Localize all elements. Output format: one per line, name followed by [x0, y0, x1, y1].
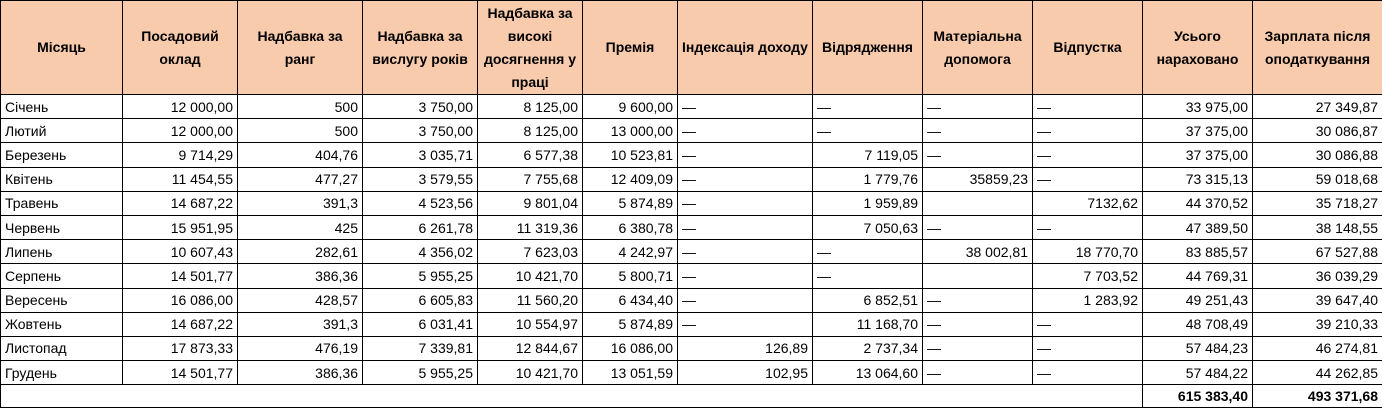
value-cell: —	[678, 95, 813, 119]
table-row	[1, 215, 1382, 239]
table-row	[1, 191, 1382, 215]
table-row	[1, 119, 1382, 143]
value-cell: 44 769,31	[1143, 264, 1253, 288]
value-cell: 425	[238, 215, 363, 239]
value-cell: 11 454,55	[123, 167, 238, 191]
value-cell: —	[1033, 215, 1143, 239]
value-cell: 9 714,29	[123, 143, 238, 167]
value-cell: 500	[238, 95, 363, 119]
month-cell: Серпень	[1, 264, 123, 288]
value-cell: 6 577,38	[478, 143, 583, 167]
value-cell: 18 770,70	[1033, 240, 1143, 264]
value-cell: —	[678, 167, 813, 191]
value-cell: 6 852,51	[813, 288, 923, 312]
value-cell: —	[923, 143, 1033, 167]
value-cell: 476,19	[238, 336, 363, 360]
value-cell: 14 687,22	[123, 191, 238, 215]
value-cell: 5 955,25	[363, 361, 478, 385]
value-cell: 57 484,22	[1143, 361, 1253, 385]
value-cell: 7 703,52	[1033, 264, 1143, 288]
month-cell: Грудень	[1, 361, 123, 385]
value-cell: 38 148,55	[1253, 215, 1382, 239]
value-cell: 391,3	[238, 191, 363, 215]
value-cell: 4 242,97	[583, 240, 678, 264]
value-cell: 57 484,23	[1143, 336, 1253, 360]
header-row	[1, 1, 1382, 95]
column-header: Усього нараховано	[1143, 1, 1253, 95]
value-cell: 36 039,29	[1253, 264, 1382, 288]
value-cell: 38 002,81	[923, 240, 1033, 264]
value-cell: —	[678, 119, 813, 143]
value-cell: 73 315,13	[1143, 167, 1253, 191]
value-cell: 11 560,20	[478, 288, 583, 312]
value-cell: 3 750,00	[363, 119, 478, 143]
value-cell: 8 125,00	[478, 95, 583, 119]
value-cell: 17 873,33	[123, 336, 238, 360]
totals-spacer	[1, 385, 1143, 408]
value-cell: —	[678, 143, 813, 167]
column-header: Надбавка за ранг	[238, 1, 363, 95]
value-cell: 8 125,00	[478, 119, 583, 143]
value-cell: —	[923, 312, 1033, 336]
value-cell: 6 434,40	[583, 288, 678, 312]
month-cell: Вересень	[1, 288, 123, 312]
value-cell: 126,89	[678, 336, 813, 360]
value-cell: 5 955,25	[363, 264, 478, 288]
month-cell: Травень	[1, 191, 123, 215]
value-cell: 14 501,77	[123, 361, 238, 385]
value-cell: 11 319,36	[478, 215, 583, 239]
value-cell: —	[678, 264, 813, 288]
value-cell: —	[923, 336, 1033, 360]
value-cell: 39 647,40	[1253, 288, 1382, 312]
value-cell: 7 119,05	[813, 143, 923, 167]
value-cell: 12 000,00	[123, 119, 238, 143]
value-cell: —	[923, 119, 1033, 143]
value-cell: 1 959,89	[813, 191, 923, 215]
value-cell: 282,61	[238, 240, 363, 264]
value-cell: 9 801,04	[478, 191, 583, 215]
value-cell: 33 975,00	[1143, 95, 1253, 119]
value-cell: 49 251,43	[1143, 288, 1253, 312]
value-cell: —	[813, 119, 923, 143]
value-cell: 30 086,87	[1253, 119, 1382, 143]
value-cell: 404,76	[238, 143, 363, 167]
table-row	[1, 264, 1382, 288]
value-cell: 10 523,81	[583, 143, 678, 167]
column-header: Зарплата після оподаткування	[1253, 1, 1382, 95]
value-cell: —	[923, 215, 1033, 239]
value-cell: 10 421,70	[478, 361, 583, 385]
value-cell: 477,27	[238, 167, 363, 191]
value-cell: 1 779,76	[813, 167, 923, 191]
value-cell: 6 261,78	[363, 215, 478, 239]
value-cell: 10 554,97	[478, 312, 583, 336]
value-cell: 39 210,33	[1253, 312, 1382, 336]
totals-row	[1, 385, 1382, 408]
value-cell: 30 086,88	[1253, 143, 1382, 167]
value-cell: 47 389,50	[1143, 215, 1253, 239]
total-after-tax: 493 371,68	[1253, 385, 1382, 408]
value-cell: 5 800,71	[583, 264, 678, 288]
month-cell: Квітень	[1, 167, 123, 191]
column-header: Премія	[583, 1, 678, 95]
value-cell: 13 000,00	[583, 119, 678, 143]
value-cell: 12 409,09	[583, 167, 678, 191]
value-cell: —	[923, 95, 1033, 119]
value-cell: 386,36	[238, 361, 363, 385]
value-cell: —	[1033, 119, 1143, 143]
column-header: Надбавка за вислугу років	[363, 1, 478, 95]
value-cell: 386,36	[238, 264, 363, 288]
value-cell: —	[1033, 167, 1143, 191]
value-cell: —	[678, 288, 813, 312]
column-header: Відрядження	[813, 1, 923, 95]
value-cell: —	[678, 240, 813, 264]
value-cell: 500	[238, 119, 363, 143]
column-header: Індексація доходу	[678, 1, 813, 95]
value-cell: —	[1033, 336, 1143, 360]
value-cell: 7 755,68	[478, 167, 583, 191]
value-cell: 59 018,68	[1253, 167, 1382, 191]
value-cell: 12 844,67	[478, 336, 583, 360]
value-cell: 6 380,78	[583, 215, 678, 239]
value-cell: 7132,62	[1033, 191, 1143, 215]
value-cell: 10 607,43	[123, 240, 238, 264]
value-cell: 391,3	[238, 312, 363, 336]
value-cell: 13 064,60	[813, 361, 923, 385]
value-cell: 6 031,41	[363, 312, 478, 336]
value-cell	[923, 264, 1033, 288]
month-cell: Лютий	[1, 119, 123, 143]
value-cell: 7 623,03	[478, 240, 583, 264]
value-cell: —	[813, 240, 923, 264]
value-cell: 14 687,22	[123, 312, 238, 336]
value-cell: —	[813, 264, 923, 288]
value-cell: 12 000,00	[123, 95, 238, 119]
month-cell: Листопад	[1, 336, 123, 360]
value-cell: 5 874,89	[583, 191, 678, 215]
month-cell: Червень	[1, 215, 123, 239]
value-cell	[923, 191, 1033, 215]
value-cell: —	[1033, 361, 1143, 385]
column-header: Відпустка	[1033, 1, 1143, 95]
value-cell: 9 600,00	[583, 95, 678, 119]
value-cell: 83 885,57	[1143, 240, 1253, 264]
value-cell: 3 750,00	[363, 95, 478, 119]
value-cell: —	[1033, 143, 1143, 167]
value-cell: 13 051,59	[583, 361, 678, 385]
value-cell: 7 050,63	[813, 215, 923, 239]
value-cell: 48 708,49	[1143, 312, 1253, 336]
value-cell: 37 375,00	[1143, 143, 1253, 167]
month-cell: Липень	[1, 240, 123, 264]
value-cell: —	[678, 312, 813, 336]
value-cell: 6 605,83	[363, 288, 478, 312]
table-row	[1, 240, 1382, 264]
value-cell: 3 579,55	[363, 167, 478, 191]
value-cell: 46 274,81	[1253, 336, 1382, 360]
table-row	[1, 143, 1382, 167]
table-row	[1, 361, 1382, 385]
value-cell: 37 375,00	[1143, 119, 1253, 143]
table-row	[1, 288, 1382, 312]
table-row	[1, 336, 1382, 360]
value-cell: —	[678, 215, 813, 239]
value-cell: 3 035,71	[363, 143, 478, 167]
month-cell: Січень	[1, 95, 123, 119]
value-cell: 4 523,56	[363, 191, 478, 215]
column-header: Місяць	[1, 1, 123, 95]
value-cell: 14 501,77	[123, 264, 238, 288]
total-accrued: 615 383,40	[1143, 385, 1253, 408]
value-cell: 67 527,88	[1253, 240, 1382, 264]
value-cell: 4 356,02	[363, 240, 478, 264]
value-cell: 44 370,52	[1143, 191, 1253, 215]
value-cell: —	[923, 288, 1033, 312]
table-row	[1, 167, 1382, 191]
value-cell: —	[678, 191, 813, 215]
value-cell: 10 421,70	[478, 264, 583, 288]
column-header: Посадовий оклад	[123, 1, 238, 95]
value-cell: 7 339,81	[363, 336, 478, 360]
value-cell: 44 262,85	[1253, 361, 1382, 385]
value-cell: —	[1033, 312, 1143, 336]
value-cell: 102,95	[678, 361, 813, 385]
value-cell: 11 168,70	[813, 312, 923, 336]
value-cell: —	[923, 361, 1033, 385]
value-cell: 16 086,00	[583, 336, 678, 360]
value-cell: 2 737,34	[813, 336, 923, 360]
value-cell: 16 086,00	[123, 288, 238, 312]
column-header: Матеріальна допомога	[923, 1, 1033, 95]
value-cell: —	[813, 95, 923, 119]
value-cell: 5 874,89	[583, 312, 678, 336]
column-header: Надбавка за високі досягнення у праці	[478, 1, 583, 95]
value-cell: 428,57	[238, 288, 363, 312]
value-cell: 35 718,27	[1253, 191, 1382, 215]
value-cell: 15 951,95	[123, 215, 238, 239]
value-cell: 27 349,87	[1253, 95, 1382, 119]
month-cell: Жовтень	[1, 312, 123, 336]
value-cell: 35859,23	[923, 167, 1033, 191]
value-cell: 1 283,92	[1033, 288, 1143, 312]
table-row	[1, 95, 1382, 119]
table-row	[1, 312, 1382, 336]
month-cell: Березень	[1, 143, 123, 167]
value-cell: —	[1033, 95, 1143, 119]
